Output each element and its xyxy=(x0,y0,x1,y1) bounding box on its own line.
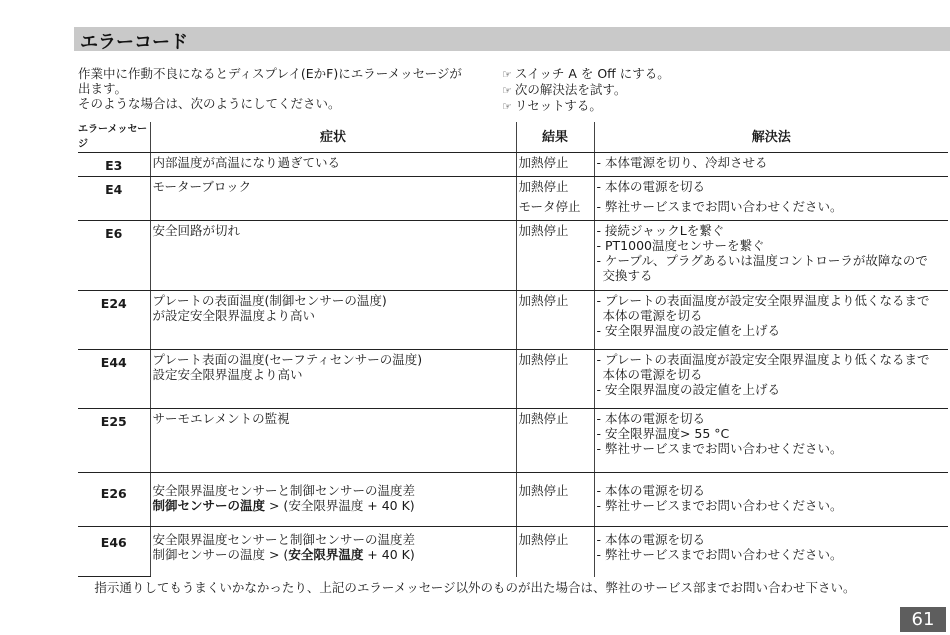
intro-line: 出ます。 xyxy=(78,81,128,96)
column-header-result: 結果 xyxy=(516,122,594,153)
error-code: E3 xyxy=(78,153,150,177)
table-row xyxy=(78,291,948,350)
section-title: エラーコード xyxy=(80,32,188,53)
instruction-steps xyxy=(502,66,802,114)
result-cell: 加熱停止 xyxy=(516,409,594,473)
page-number: 61 xyxy=(900,607,946,632)
result-cell: 加熱停止 xyxy=(516,153,594,177)
symptom-cell: モーターブロック xyxy=(150,177,516,221)
error-code-table xyxy=(78,122,948,577)
table-row xyxy=(78,153,948,177)
table-row xyxy=(78,527,948,577)
result-cell: 加熱停止 xyxy=(516,527,594,577)
solution-cell: - 本体の電源を切る - 弊社サービスまでお問い合わせください。 xyxy=(594,527,948,577)
symptom-cell: プレートの表面温度(制御センサーの温度) が設定安全限界温度より高い xyxy=(150,291,516,350)
table-row xyxy=(78,177,948,221)
solution-cell: - 本体の電源を切る - 弊社サービスまでお問い合わせください。 xyxy=(594,177,948,221)
section-title-bar xyxy=(74,27,950,51)
symptom-cell: 安全限界温度センサーと制御センサーの温度差 制御センサーの温度 > (安全限界温度 + 40 K) xyxy=(150,473,516,527)
table-row xyxy=(78,473,948,527)
solution-cell: - 本体電源を切り、冷却させる xyxy=(594,153,948,177)
step-item: ☞ スイッチ A を Off にする。 xyxy=(502,66,670,81)
symptom-cell: プレート表面の温度(セーフティセンサーの温度) 設定安全限界温度より高い xyxy=(150,350,516,409)
table-row xyxy=(78,409,948,473)
footer-note: 指示通りしてもうまくいかなかったり、上記のエラーメッセージ以外のものが出た場合は、弊社のサービス部までお問い合わせ下さい。 xyxy=(94,580,856,595)
solution-cell: - 本体の電源を切る - 弊社サービスまでお問い合わせください。 xyxy=(594,473,948,527)
error-code: E4 xyxy=(78,177,150,221)
step-item: ☞ 次の解決法を試す。 xyxy=(502,82,627,97)
pointing-hand-icon: ☞ xyxy=(502,68,512,81)
result-cell: 加熱停止 xyxy=(516,350,594,409)
error-code: E26 xyxy=(78,473,150,527)
solution-cell: - プレートの表面温度が設定安全限界温度より低くなるまで 本体の電源を切る - 安全限界温度の設定値を上げる xyxy=(594,350,948,409)
symptom-cell: サーモエレメントの監視 xyxy=(150,409,516,473)
result-cell: 加熱停止 xyxy=(516,291,594,350)
intro-text xyxy=(78,66,498,111)
error-code: E46 xyxy=(78,527,150,577)
step-item: ☞ リセットする。 xyxy=(502,98,602,113)
result-cell: 加熱停止 xyxy=(516,221,594,291)
pointing-hand-icon: ☞ xyxy=(502,84,512,97)
column-header-symptom: 症状 xyxy=(150,122,516,153)
result-cell: 加熱停止 モータ停止 xyxy=(516,177,594,221)
intro-line: 作業中に作動不良になるとディスプレイ(EかF)にエラーメッセージが xyxy=(78,66,462,81)
solution-cell: - プレートの表面温度が設定安全限界温度より低くなるまで 本体の電源を切る - 安全限界温度の設定値を上げる xyxy=(594,291,948,350)
pointing-hand-icon: ☞ xyxy=(502,100,512,113)
table-header-row xyxy=(78,122,948,153)
column-header-solution: 解決法 xyxy=(594,122,948,153)
error-code: E6 xyxy=(78,221,150,291)
symptom-cell: 安全回路が切れ xyxy=(150,221,516,291)
solution-cell: - 接続ジャックLを繋ぐ - PT1000温度センサーを繋ぐ - ケーブル、プラグあるいは温度コントローラが故障なので 交換する xyxy=(594,221,948,291)
intro-line: そのような場合は、次のようにしてください。 xyxy=(78,96,341,111)
error-code: E25 xyxy=(78,409,150,473)
solution-cell: - 本体の電源を切る - 安全限界温度> 55 °C - 弊社サービスまでお問い合わせください。 xyxy=(594,409,948,473)
table-row xyxy=(78,350,948,409)
error-code: E44 xyxy=(78,350,150,409)
table-row xyxy=(78,221,948,291)
symptom-cell: 内部温度が高温になり過ぎている xyxy=(150,153,516,177)
result-cell: 加熱停止 xyxy=(516,473,594,527)
column-header-error-message: エラーメッセージ xyxy=(78,122,150,153)
symptom-cell: 安全限界温度センサーと制御センサーの温度差 制御センサーの温度 > (安全限界温度 + 40 K) xyxy=(150,527,516,577)
error-code: E24 xyxy=(78,291,150,350)
